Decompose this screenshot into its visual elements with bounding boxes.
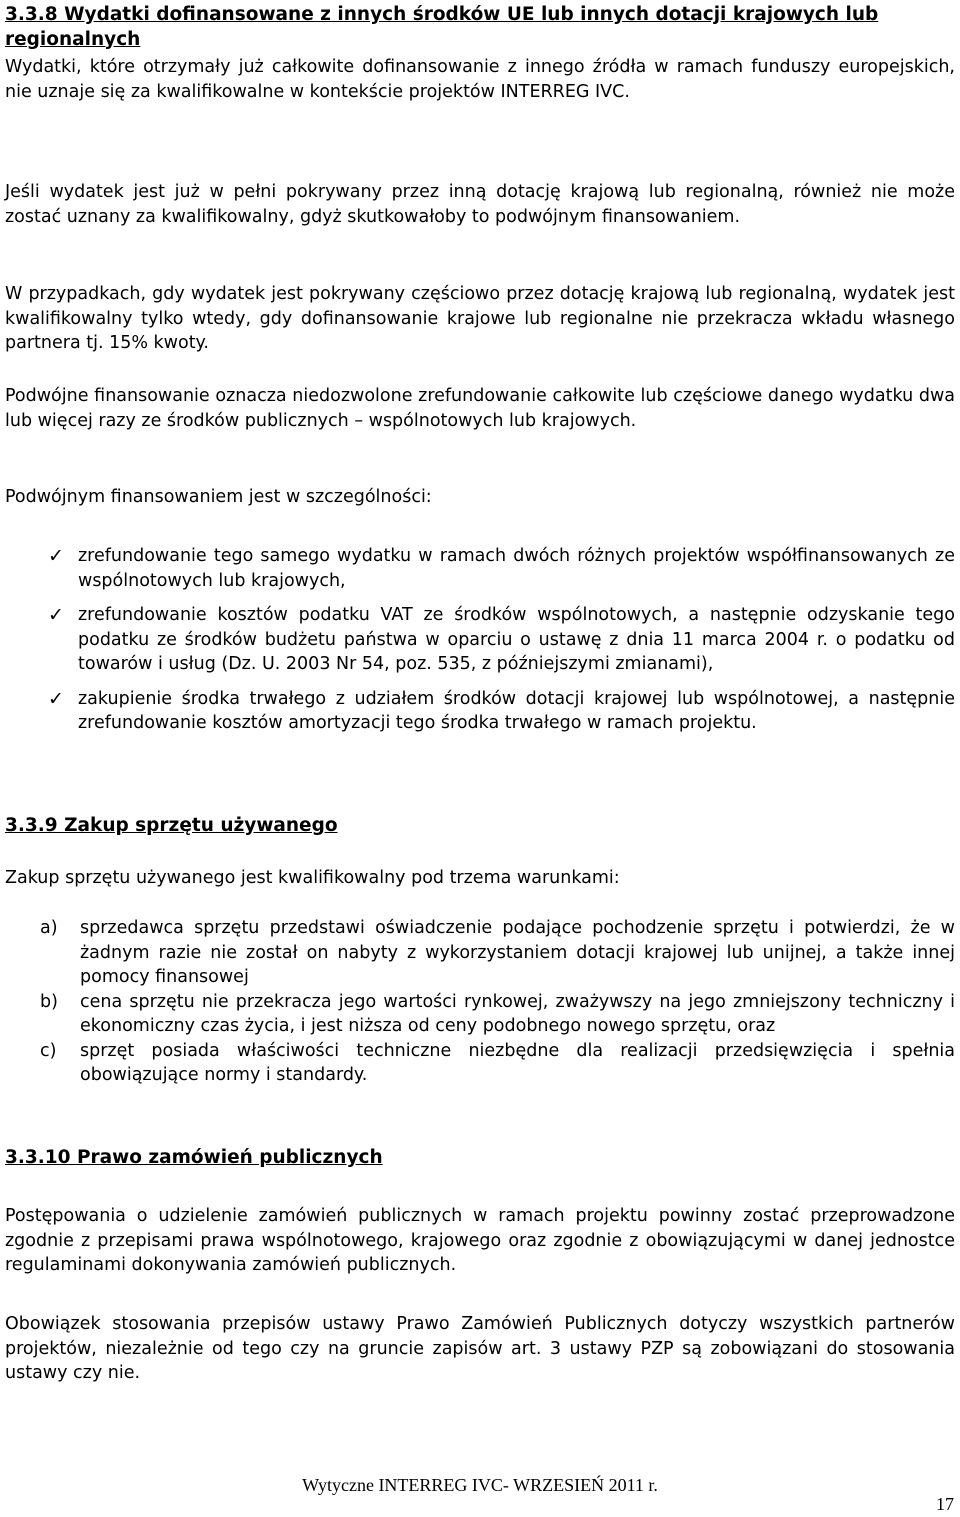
list-item	[48, 603, 955, 677]
check-mark-icon: ✓	[48, 687, 64, 710]
list-item	[40, 990, 955, 1039]
list-item-text: sprzedawca sprzętu przedstawi oświadczenie podające pochodzenie sprzętu i potwierdzi, że w żadnym razie nie został on nabyty z wykorzystaniem dotacji krajowej lub unijnej, a także innej pomocy finansowej	[80, 918, 955, 987]
list-marker: c)	[40, 1040, 57, 1061]
paragraph: Zakup sprzętu używanego jest kwalifikowalny pod trzema warunkami:	[5, 868, 620, 888]
list-item-text: sprzęt posiada właściwości techniczne niezbędne dla realizacji przedsięwzięcia i spełnia obowiązujące normy i standardy.	[80, 1040, 955, 1085]
list-item-text: zakupienie środka trwałego z udziałem środków dotacji krajowej lub wspólnotowej, a następnie zrefundowanie kosztów amortyzacji tego środka trwałego w ramach projektu.	[78, 688, 955, 733]
list-marker: b)	[40, 991, 58, 1012]
list-item	[40, 916, 955, 990]
section-3-3-9-heading: 3.3.9 Zakup sprzętu używanego	[5, 815, 338, 836]
section-3-3-8-heading: 3.3.8 Wydatki dofinansowane z innych środków UE lub innych dotacji krajowych lub regionalnych	[5, 4, 879, 50]
check-mark-icon: ✓	[48, 545, 64, 567]
list-marker: a)	[40, 918, 58, 938]
list-item	[48, 544, 955, 593]
conditions-list	[40, 916, 955, 1088]
paragraph: Obowiązek stosowania przepisów ustawy Prawo Zamówień Publicznych dotyczy wszystkich partnerów projektów, niezależnie od tego czy na gruncie zapisów art. 3 ustawy PZP są zobowiązani do stosowania ustawy czy nie.	[5, 1314, 955, 1383]
double-financing-list	[48, 544, 955, 736]
paragraph: W przypadkach, gdy wydatek jest pokrywany częściowo przez dotację krajową lub regionalną, wydatek jest kwalifikowalny tylko wtedy, gdy dofinansowanie krajowe lub regionalne nie przekracza wkładu własnego partnera tj. 15% kwoty.	[5, 284, 955, 353]
list-item-text: zrefundowanie tego samego wydatku w ramach dwóch różnych projektów współfinansowanych ze wspólnotowych lub krajowych,	[78, 546, 955, 591]
page-number: 17	[936, 1494, 954, 1514]
paragraph: Wydatki, które otrzymały już całkowite dofinansowanie z innego źródła w ramach funduszy europejskich, nie uznaje się za kwalifikowalne w kontekście projektów INTERREG IVC.	[5, 57, 955, 102]
list-item-text: zrefundowanie kosztów podatku VAT ze środków wspólnotowych, a następnie odzyskanie tego podatku ze środków budżetu państwa w oparciu o ustawę z dnia 11 marca 2004 r. o podatku od towarów i usług (Dz. U. 2003 Nr 54, poz. 535, z późniejszymi zmianami),	[78, 605, 955, 674]
paragraph: Podwójnym finansowaniem jest w szczególności:	[5, 487, 432, 507]
list-item-text: cena sprzętu nie przekracza jego wartości rynkowej, zważywszy na jego zmniejszony techniczny i ekonomiczny czas życia, i jest niższa od ceny podobnego nowego sprzętu, oraz	[80, 991, 955, 1036]
paragraph: Podwójne finansowanie oznacza niedozwolone zrefundowanie całkowite lub częściowe danego wydatku dwa lub więcej razy ze środków publicznych – wspólnotowych lub krajowych.	[5, 386, 955, 431]
paragraph: Postępowania o udzielenie zamówień publicznych w ramach projektu powinny zostać przeprowadzone zgodnie z przepisami prawa wspólnotowego, krajowego oraz zgodnie z obowiązującymi w danej jednostce regulaminami dokonywania zamówień publicznych.	[5, 1206, 955, 1275]
list-item	[40, 1039, 955, 1088]
paragraph: Jeśli wydatek jest już w pełni pokrywany przez inną dotację krajową lub regionalną, również nie może zostać uznany za kwalifikowalny, gdyż skutkowałoby to podwójnym finansowaniem.	[5, 182, 955, 227]
list-item	[48, 687, 955, 736]
section-3-3-10-heading: 3.3.10 Prawo zamówień publicznych	[5, 1147, 383, 1168]
check-mark-icon: ✓	[48, 604, 64, 626]
footer-text: Wytyczne INTERREG IVC- WRZESIEŃ 2011 r.	[302, 1475, 658, 1495]
